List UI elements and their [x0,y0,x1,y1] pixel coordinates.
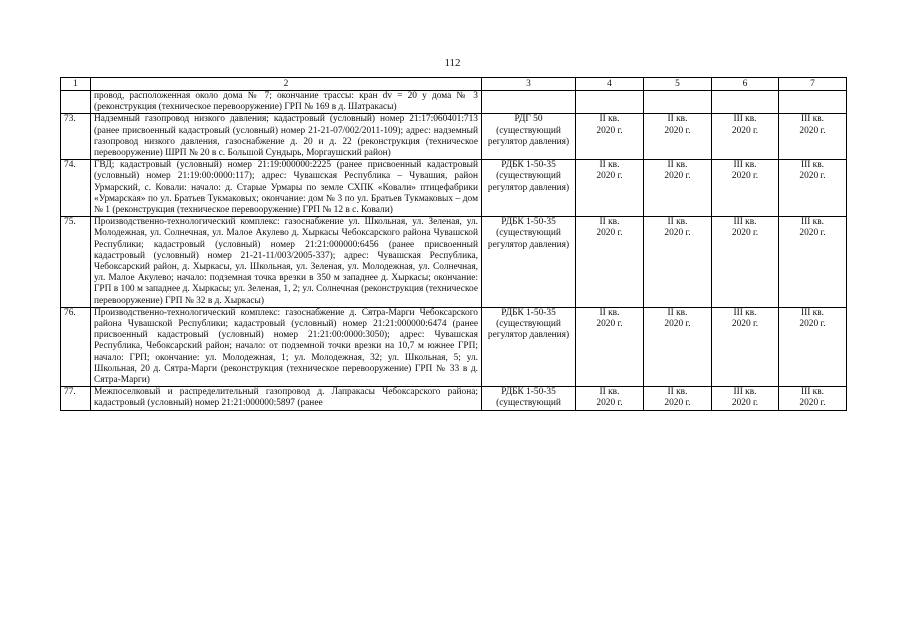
quarter-col-6: III кв. 2020 г. [712,114,779,160]
quarter-col-4: II кв. 2020 г. [576,114,644,160]
work-schedule-table [60,77,847,411]
quarter-col-5 [644,91,712,114]
quarter-col-5: II кв. 2020 г. [644,307,712,386]
object-description: ГВД; кадастровый (условный) номер 21:19:000000:2225 (ранее присвоенный кадастровый (условный) номер 21:19:00:0000:117); адрес: Чувашская Республика – Чувашия, район Урмарский, с. Ковали: начало: д. Старые Урмары по земле СХПК «Ковали» птицефабрики «Урмарская» по ул. Братьев Тукмаковых; окончание: дом № 3 по ул. Братьев Тукмаковых – дом № 1 (реконструкция (техническое перевооружение) ГРП № 12 в с. Ковали) [91,160,482,217]
quarter-col-5: II кв. 2020 г. [644,160,712,217]
page-number: 112 [444,57,461,69]
equipment: РДГ 50 (существующий регулятор давления) [482,114,576,160]
object-description: провод, расположенная около дома № 7; окончание трассы: кран dv = 20 у дома № 3 (реконструкция (техническое перевооружение) ГРП № 169 в д. Шатракасы) [91,91,482,114]
row-number: 74. [61,160,91,217]
quarter-col-6: III кв. 2020 г. [712,387,779,410]
row-number: 75. [61,217,91,308]
table-row [61,387,847,410]
table-row [61,307,847,386]
quarter-col-5: II кв. 2020 г. [644,217,712,308]
quarter-col-7 [779,91,847,114]
quarter-col-7: III кв. 2020 г. [779,217,847,308]
object-description: Межпоселковый и распределительный газопровод д. Лапракасы Чебоксарского района; кадастровый (условный) номер 21:21:000000:5897 (ранее [91,387,482,410]
quarter-col-7: III кв. 2020 г. [779,114,847,160]
object-description: Производственно-технологический комплекс: газоснабжение ул. Школьная, ул. Зеленая, ул. Молодежная, ул. Солнечная, ул. Малое Акулево д. Хыркасы Чебоксарского района Чувашской Республики; кадастровый (условный) номер 21:21:000000:6456 (ранее присвоенный кадастровый (условный) номер 21-21-11/003/2005-337); адрес: Чувашская Республика, Чебоксарский район, д. Хыркасы, ул. Школьная, ул. Зеленая, ул. Молодежная, ул. Солнечная, ул. Малое Акулево; начало: подземная точка врезки в 350 м западнее д. Хыркасы; окончание: ГРП в 100 м западнее д. Хыркасы; ул. Зеленая, 1, 2; ул. Солнечная (реконструкция (техническое перевооружение) ГРП № 32 в д. Хыркасы) [91,217,482,308]
row-number [61,91,91,114]
column-header-5: 5 [644,78,712,91]
table-row [61,160,847,217]
quarter-col-5: II кв. 2020 г. [644,387,712,410]
row-number: 73. [61,114,91,160]
equipment [482,91,576,114]
object-description: Производственно-технологический комплекс: газоснабжение д. Сятра-Марги Чебоксарского района Чувашской Республики; кадастровый (условный) номер 21:21:000000:6474 (ранее присвоенный кадастровый (условный) номер 21:21:00:0000:3050); адрес: Чувашская Республика, Чебоксарский район; начало: от подземной точки врезки на 10,7 м южнее ГРП; начало: ГРП; окончание: ул. Молодежная, 1; ул. Молодежная, 32; ул. Школьная, 5; ул. Школьная, 20 д. Сятра-Марги (реконструкция (техническое перевооружение) ГРП № 33 в д. Сятра-Марги) [91,307,482,386]
quarter-col-4: II кв. 2020 г. [576,307,644,386]
column-header-4: 4 [576,78,644,91]
quarter-col-6: III кв. 2020 г. [712,307,779,386]
quarter-col-7: III кв. 2020 г. [779,307,847,386]
quarter-col-5: II кв. 2020 г. [644,114,712,160]
column-header-6: 6 [712,78,779,91]
column-number-row [61,78,847,91]
column-header-1: 1 [61,78,91,91]
quarter-col-4: II кв. 2020 г. [576,387,644,410]
quarter-col-4: II кв. 2020 г. [576,160,644,217]
quarter-col-4: II кв. 2020 г. [576,217,644,308]
row-number: 77. [61,387,91,410]
column-header-3: 3 [482,78,576,91]
column-header-7: 7 [779,78,847,91]
quarter-col-7: III кв. 2020 г. [779,387,847,410]
equipment: РДБК 1-50-35 (существующий регулятор давления) [482,307,576,386]
equipment: РДБК 1-50-35 (существующий [482,387,576,410]
column-header-2: 2 [91,78,482,91]
row-number: 76. [61,307,91,386]
table-row [61,91,847,114]
equipment: РДБК 1-50-35 (существующий регулятор давления) [482,217,576,308]
table-row [61,217,847,308]
object-description: Надземный газопровод низкого давления; кадастровый (условный) номер 21:17:060401:713 (ранее присвоенный кадастровый (условный) номер 21-21-07/002/2011-109); адрес: надземный газопровод низкого давления, газоснабжение д. 20 и д. 22 (реконструкция (техническое перевооружение) ШРП № 20 в с. Большой Сундырь, Моргаушский район) [91,114,482,160]
equipment: РДБК 1-50-35 (существующий регулятор давления) [482,160,576,217]
quarter-col-6: III кв. 2020 г. [712,217,779,308]
quarter-col-6: III кв. 2020 г. [712,160,779,217]
quarter-col-4 [576,91,644,114]
table-row [61,114,847,160]
quarter-col-6 [712,91,779,114]
quarter-col-7: III кв. 2020 г. [779,160,847,217]
